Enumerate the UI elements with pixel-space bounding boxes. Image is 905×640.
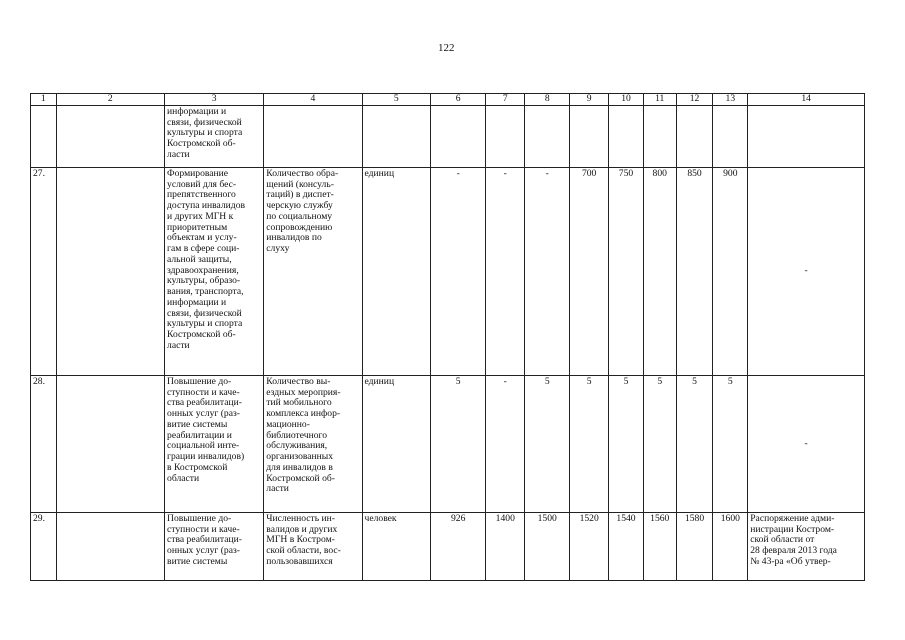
row-number	[31, 106, 57, 168]
measure-cell: Формирование условий для бес- препятственного доступа инвалидов и других МГН к приоритетным объектам и услу- гам в сфере соци- альной защиты, здравоохранения, культуры, образо- вания, транспорта, информации и связи, физической культуры и спорта Костромской об- ласти	[165, 168, 264, 376]
value-cell: 5	[609, 376, 644, 513]
header-cell: 9	[570, 94, 609, 106]
unit-cell: человек	[362, 513, 431, 581]
row-number: 29.	[31, 513, 57, 581]
header-cell: 10	[609, 94, 644, 106]
value-cell: 5	[570, 376, 609, 513]
note-cell: -	[748, 376, 865, 513]
value-cell: -	[486, 376, 525, 513]
value-cell: 1400	[486, 513, 525, 581]
value-cell: 800	[643, 168, 676, 376]
value-cell: 900	[713, 168, 748, 376]
value-cell: 850	[676, 168, 713, 376]
unit-cell: единиц	[362, 168, 431, 376]
value-cell	[713, 106, 748, 168]
value-cell	[570, 106, 609, 168]
header-cell: 13	[713, 94, 748, 106]
empty-cell	[56, 106, 164, 168]
note-cell	[748, 106, 865, 168]
note-cell: -	[748, 168, 865, 376]
empty-cell	[56, 513, 164, 581]
value-cell: 750	[609, 168, 644, 376]
value-cell: 700	[570, 168, 609, 376]
empty-cell	[56, 376, 164, 513]
unit-cell	[362, 106, 431, 168]
value-cell: 1560	[643, 513, 676, 581]
header-cell: 4	[264, 94, 362, 106]
value-cell	[676, 106, 713, 168]
measure-cell: Повышение до- ступности и каче- ства реабилитаци- онных услуг (раз- витие системы	[165, 513, 264, 581]
column-number-row	[31, 94, 865, 106]
value-cell	[486, 106, 525, 168]
header-cell: 6	[431, 94, 486, 106]
value-cell: 5	[431, 376, 486, 513]
value-cell: -	[431, 168, 486, 376]
indicator-cell	[264, 106, 362, 168]
table-row	[31, 168, 865, 376]
table-row	[31, 513, 865, 581]
value-cell: 1600	[713, 513, 748, 581]
header-cell: 7	[486, 94, 525, 106]
value-cell: 5	[676, 376, 713, 513]
value-cell: 5	[525, 376, 570, 513]
indicator-cell: Количество обра- щений (консуль- таций) в диспет- черскую службу по социальному сопровождению инвалидов по слуху	[264, 168, 362, 376]
header-cell: 2	[56, 94, 164, 106]
value-cell: 5	[713, 376, 748, 513]
header-cell: 12	[676, 94, 713, 106]
page-number: 122	[438, 42, 455, 54]
measure-cell: информации и связи, физической культуры и спорта Костромской об- ласти	[165, 106, 264, 168]
value-cell	[525, 106, 570, 168]
table-row	[31, 106, 865, 168]
value-cell	[643, 106, 676, 168]
value-cell	[431, 106, 486, 168]
value-cell: 1500	[525, 513, 570, 581]
value-cell: 1540	[609, 513, 644, 581]
header-cell: 11	[643, 94, 676, 106]
header-cell: 1	[31, 94, 57, 106]
header-cell: 14	[748, 94, 865, 106]
row-number: 28.	[31, 376, 57, 513]
unit-cell: единиц	[362, 376, 431, 513]
row-number: 27.	[31, 168, 57, 376]
value-cell: -	[525, 168, 570, 376]
value-cell: 1520	[570, 513, 609, 581]
value-cell: 5	[643, 376, 676, 513]
measure-cell: Повышение до- ступности и каче- ства реабилитаци- онных услуг (раз- витие системы реабилитации и социальной инте- грации инвалидов) в Костромской области	[165, 376, 264, 513]
indicators-table	[30, 93, 865, 581]
header-cell: 5	[362, 94, 431, 106]
value-cell	[609, 106, 644, 168]
header-cell: 3	[165, 94, 264, 106]
value-cell: -	[486, 168, 525, 376]
indicator-cell: Количество вы- ездных мероприя- тий мобильного комплекса инфор- мационно- библиотечного обслуживания, организованных для инвалидов в Костромской об- ласти	[264, 376, 362, 513]
table-row	[31, 376, 865, 513]
value-cell: 1580	[676, 513, 713, 581]
note-cell: Распоряжение адми- нистрации Костром- ской области от 28 февраля 2013 года № 43-ра «Об утвер-	[748, 513, 865, 581]
indicator-cell: Численность ин- валидов и других МГН в Костром- ской области, вос- пользовавшихся	[264, 513, 362, 581]
header-cell: 8	[525, 94, 570, 106]
value-cell: 926	[431, 513, 486, 581]
empty-cell	[56, 168, 164, 376]
